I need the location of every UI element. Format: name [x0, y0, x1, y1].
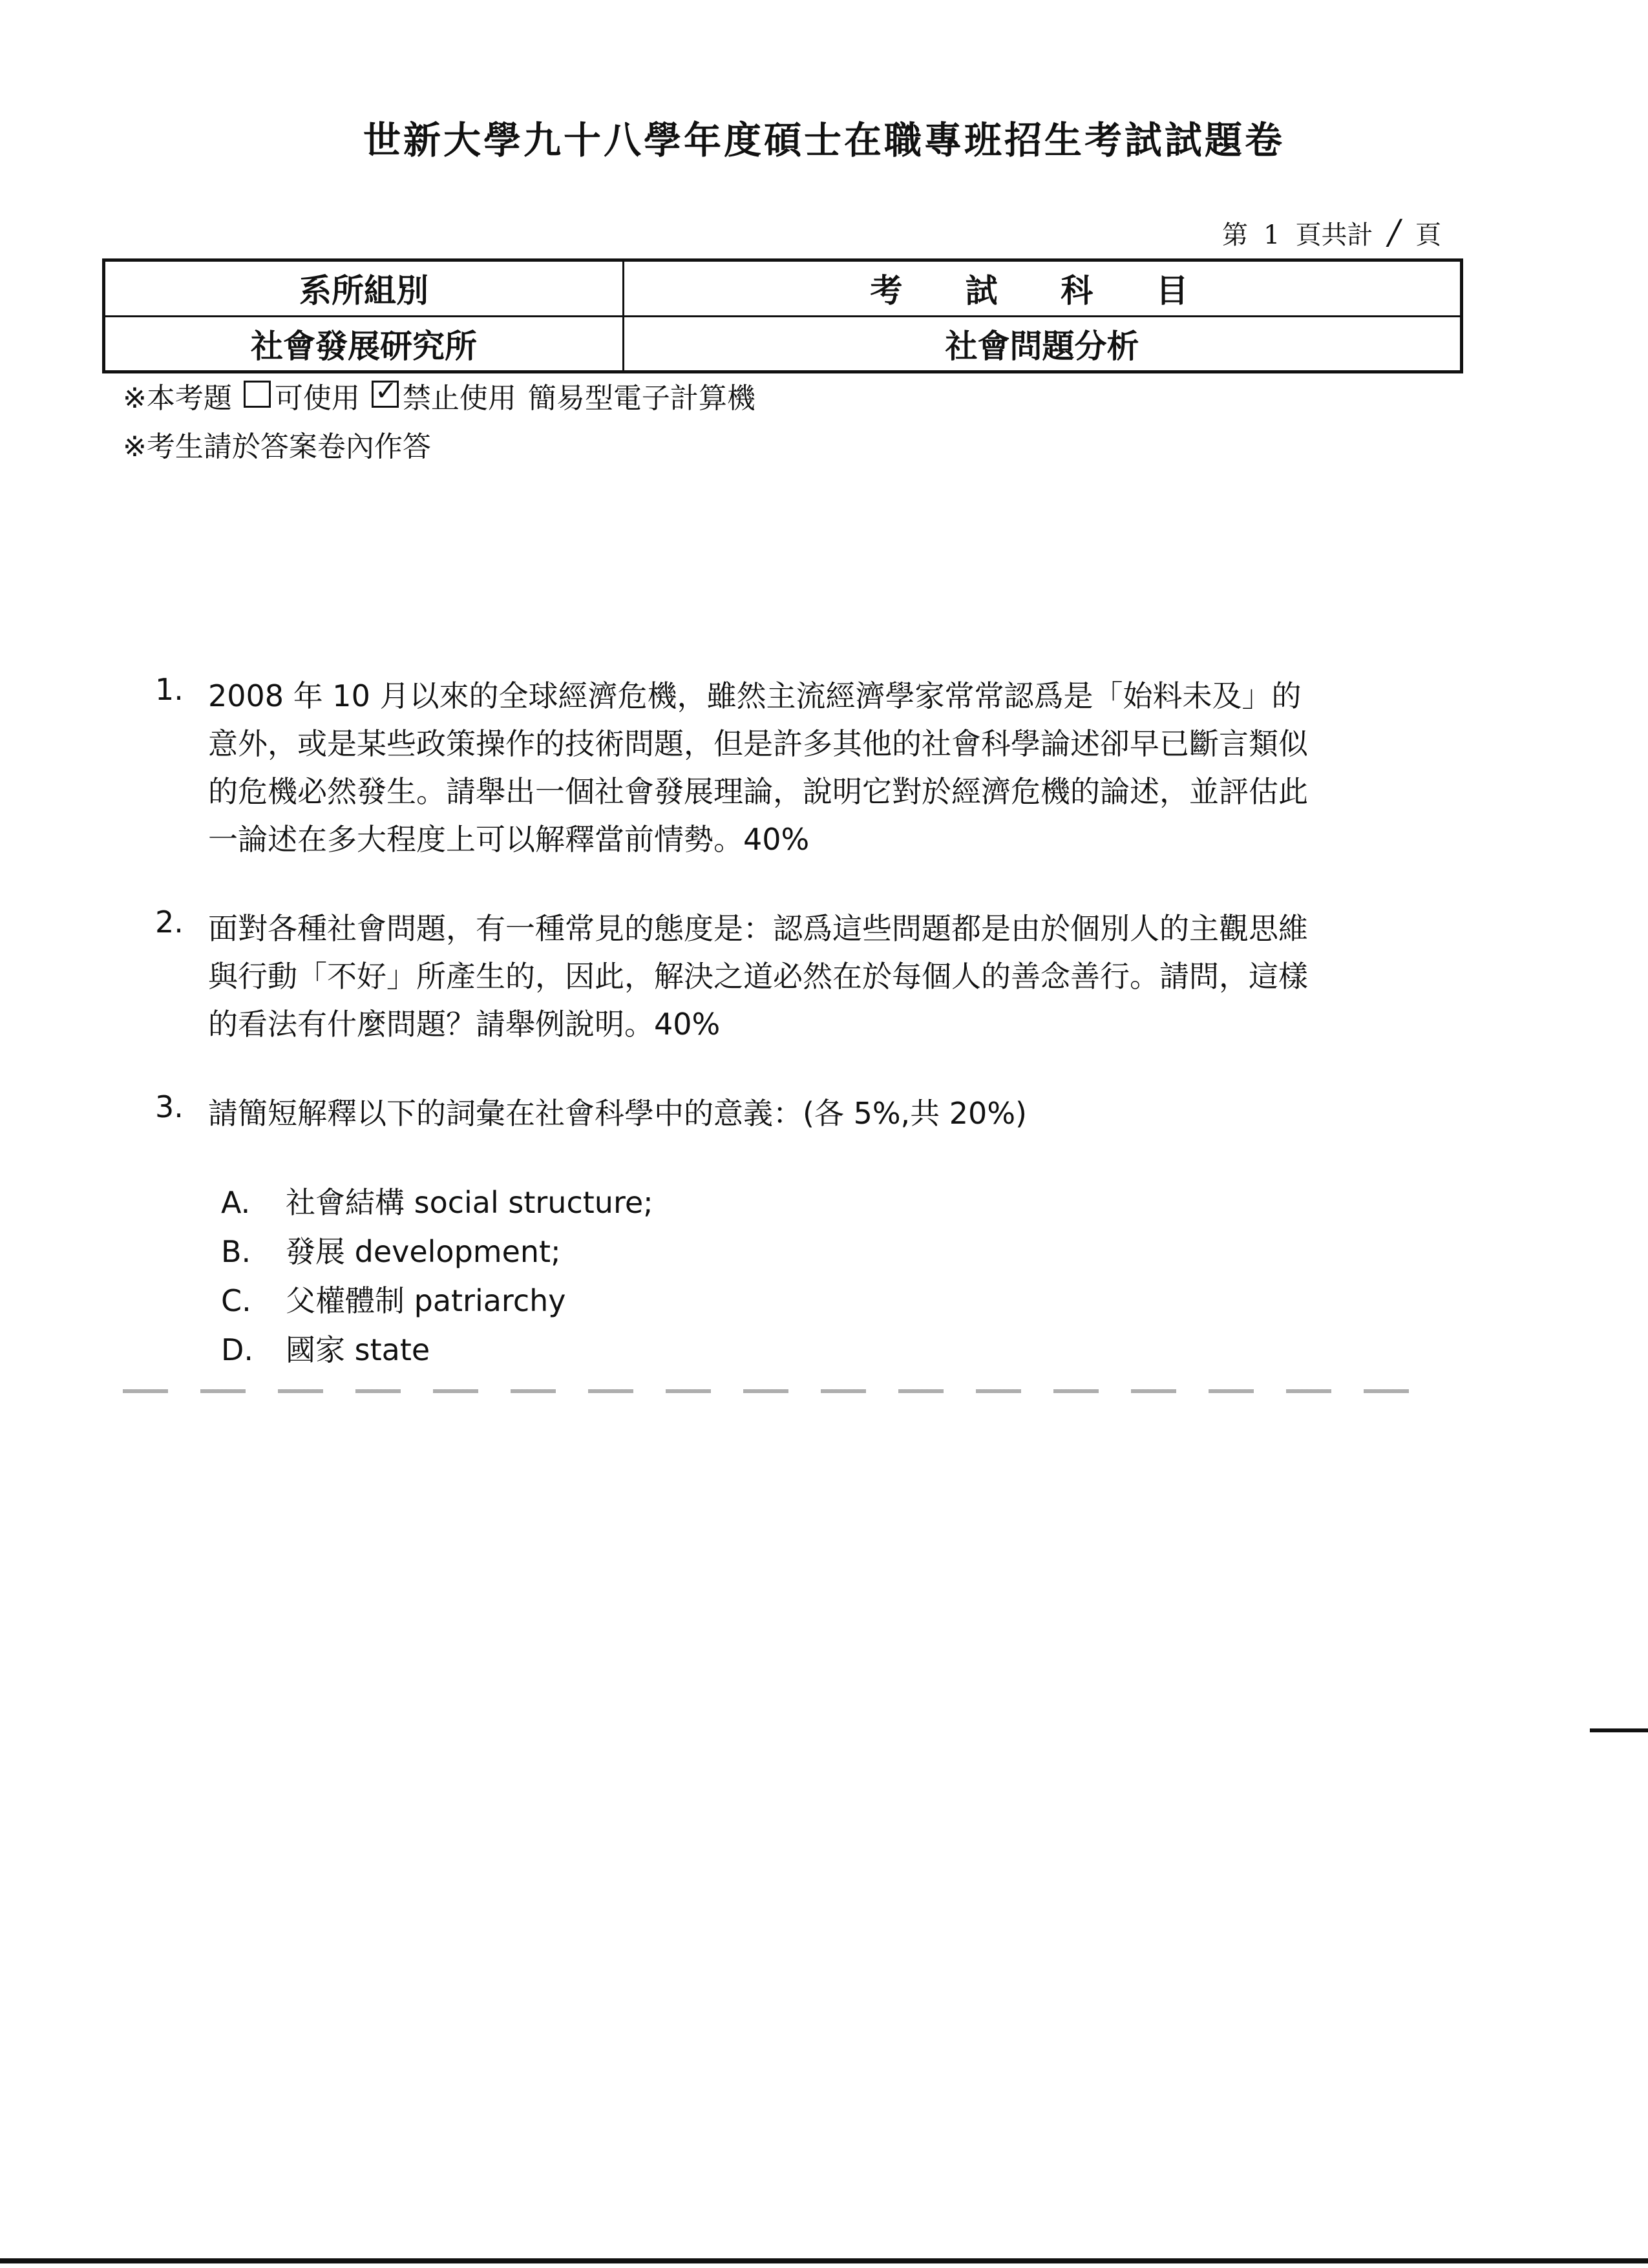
question-3 [155, 1089, 1318, 1137]
calculator-note [123, 375, 755, 416]
dashed-divider [123, 1389, 1422, 1393]
answer-note: ※考生請於答案卷內作答 [123, 430, 431, 463]
allowed-checkbox [244, 381, 271, 408]
page-info [1222, 213, 1441, 252]
question-list [155, 672, 1318, 1374]
forbidden-checkbox [372, 381, 399, 408]
term-item [155, 1277, 1318, 1325]
term-text: 社會結構 social structure; [286, 1185, 653, 1220]
term-letter: C. [221, 1283, 251, 1318]
page-number: 1 [1263, 220, 1280, 250]
term-item [155, 1179, 1318, 1226]
term-text: 發展 development; [286, 1234, 561, 1269]
info-header-row [104, 260, 1462, 317]
question-text: 請簡短解釋以下的詞彙在社會科學中的意義：(各 5%,共 20%) [208, 1096, 1027, 1131]
question-text: 2008 年 10 月以來的全球經濟危機，雖然主流經濟學家常常認爲是「始料未及」的意外，或是某些政策操作的技術問題，但是許多其他的社會科學論述卻早已斷言類似的危機必然發生。請舉出一個社會發展理論，說明它對於經濟危機的論述，並評估此一論述在多大程度上可以解釋當前情勢。40% [208, 678, 1308, 857]
page-total: / [1388, 213, 1400, 252]
term-letter: A. [221, 1185, 251, 1220]
info-value-row [104, 316, 1462, 372]
calculator-prefix: ※本考題 [123, 382, 232, 415]
question-2 [155, 905, 1318, 1048]
term-text: 父權體制 patriarchy [286, 1283, 566, 1318]
question-1 [155, 672, 1318, 863]
page-prefix: 第 [1222, 220, 1249, 250]
exam-info-table [102, 258, 1463, 373]
question-text: 面對各種社會問題，有一種常見的態度是：認爲這些問題都是由於個別人的主觀思維與行動「不好」所產生的，因此，解決之道必然在於每個人的善念善行。請問，這樣的看法有什麼問題？請舉例說明。40% [208, 911, 1308, 1042]
bottom-rule [0, 2258, 1648, 2263]
subject-value: 社會問題分析 [624, 316, 1462, 372]
option-forbidden: 禁止使用 [402, 382, 516, 415]
page-middle: 頁共計 [1295, 220, 1373, 250]
question-number: 3. [155, 1089, 184, 1124]
page-suffix: 頁 [1415, 220, 1441, 250]
dept-value: 社會發展研究所 [104, 316, 624, 372]
question-number: 1. [155, 672, 184, 707]
term-item [155, 1326, 1318, 1374]
subject-header: 考 試 科 目 [624, 260, 1462, 317]
question-number: 2. [155, 905, 184, 940]
calculator-suffix: 簡易型電子計算機 [527, 382, 755, 415]
term-letter: B. [221, 1234, 251, 1269]
option-allowed: 可使用 [274, 382, 360, 415]
term-text: 國家 state [286, 1332, 430, 1367]
dept-header: 系所組別 [104, 260, 624, 317]
margin-mark [1590, 1728, 1648, 1732]
exam-title: 世新大學九十八學年度碩士在職專班招生考試試題卷 [363, 118, 1285, 162]
term-item [155, 1228, 1318, 1276]
term-letter: D. [221, 1332, 254, 1367]
